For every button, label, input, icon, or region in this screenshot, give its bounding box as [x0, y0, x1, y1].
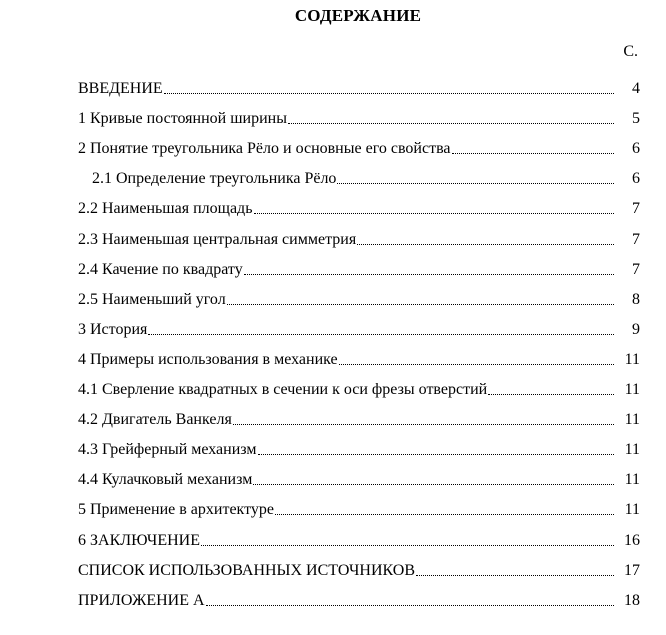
toc-entry-text: 5 Применение в архитектуре — [78, 501, 274, 519]
toc-entry — [78, 399, 640, 429]
dot-leader — [164, 92, 614, 94]
toc-entry-page: 6 — [632, 170, 640, 188]
toc-entry — [78, 249, 640, 279]
dot-leader — [148, 333, 614, 335]
toc-entry-page: 11 — [624, 441, 640, 459]
toc-entry-page: 9 — [632, 320, 640, 338]
toc-entry-page: 17 — [624, 561, 640, 579]
dot-leader — [288, 122, 614, 124]
toc-entry-page: 8 — [632, 290, 640, 308]
toc-entry — [78, 580, 640, 610]
toc-entry-text: 2.3 Наименьшая центральная симметрия — [78, 230, 357, 248]
dot-leader — [253, 483, 614, 485]
dot-leader — [244, 273, 614, 275]
toc-entry-page: 11 — [624, 411, 640, 429]
dot-leader — [357, 243, 614, 245]
toc-entry — [78, 459, 640, 489]
toc-entry-page: 11 — [624, 471, 640, 489]
toc-entry — [78, 98, 640, 128]
toc-entry-page: 18 — [624, 591, 640, 609]
toc-entry — [78, 550, 640, 580]
dot-leader — [227, 303, 614, 305]
toc-entry-text: 4.3 Грейферный механизм — [78, 441, 257, 459]
table-of-contents — [78, 68, 640, 610]
toc-entry-text: 6 ЗАКЛЮЧЕНИЕ — [78, 531, 200, 549]
toc-entry — [78, 68, 640, 98]
dot-leader — [452, 152, 614, 154]
toc-entry-text: 2.1 Определение треугольника Рёло — [92, 170, 337, 188]
toc-entry — [78, 158, 640, 188]
dot-leader — [233, 423, 614, 425]
toc-entry-page: 16 — [624, 531, 640, 549]
toc-entry — [78, 519, 640, 549]
dot-leader — [254, 212, 615, 214]
toc-entry-page: 7 — [632, 260, 640, 278]
toc-entry — [78, 309, 640, 339]
dot-leader — [337, 182, 614, 184]
dot-leader — [206, 604, 614, 606]
toc-entry-text: 4.2 Двигатель Ванкеля — [78, 411, 232, 429]
toc-entry-page: 7 — [632, 230, 640, 248]
toc-entry-page: 11 — [624, 501, 640, 519]
toc-entry-page: 11 — [624, 350, 640, 368]
dot-leader — [416, 574, 614, 576]
toc-entry-text: ПРИЛОЖЕНИЕ А — [78, 591, 205, 609]
dot-leader — [339, 363, 614, 365]
toc-entry-text: 2 Понятие треугольника Рёло и основные его свойства — [78, 140, 451, 158]
toc-entry-text: 2.4 Качение по квадрату — [78, 260, 243, 278]
toc-entry-page: 6 — [632, 140, 640, 158]
toc-entry-text: 1 Кривые постоянной ширины — [78, 110, 287, 128]
toc-entry-page: 4 — [632, 80, 640, 98]
toc-entry — [78, 218, 640, 248]
toc-entry-text: 2.2 Наименьшая площадь — [78, 200, 253, 218]
toc-entry — [78, 489, 640, 519]
dot-leader — [488, 393, 614, 395]
toc-title: СОДЕРЖАНИЕ — [294, 6, 422, 25]
toc-entry-page: 11 — [624, 381, 640, 399]
page-column-header: С. — [623, 43, 638, 60]
toc-entry — [78, 369, 640, 399]
toc-entry — [78, 429, 640, 459]
dot-leader — [275, 513, 614, 515]
toc-entry-text: 3 История — [78, 320, 148, 338]
toc-entry — [78, 188, 640, 218]
toc-entry — [78, 339, 640, 369]
toc-entry — [78, 128, 640, 158]
dot-leader — [201, 544, 614, 546]
toc-entry-text: 4 Примеры использования в механике — [78, 350, 338, 368]
toc-entry-page: 5 — [632, 110, 640, 128]
toc-entry-text: 2.5 Наименьший угол — [78, 290, 226, 308]
dot-leader — [258, 453, 615, 455]
toc-entry-text: ВВЕДЕНИЕ — [78, 80, 163, 98]
toc-entry-text: 4.4 Кулачковый механизм — [78, 471, 253, 489]
toc-entry-page: 7 — [632, 200, 640, 218]
toc-entry-text: СПИСОК ИСПОЛЬЗОВАННЫХ ИСТОЧНИКОВ — [78, 561, 416, 579]
toc-entry — [78, 279, 640, 309]
toc-entry-text: 4.1 Сверление квадратных в сечении к оси фрезы отверстий — [78, 381, 488, 399]
